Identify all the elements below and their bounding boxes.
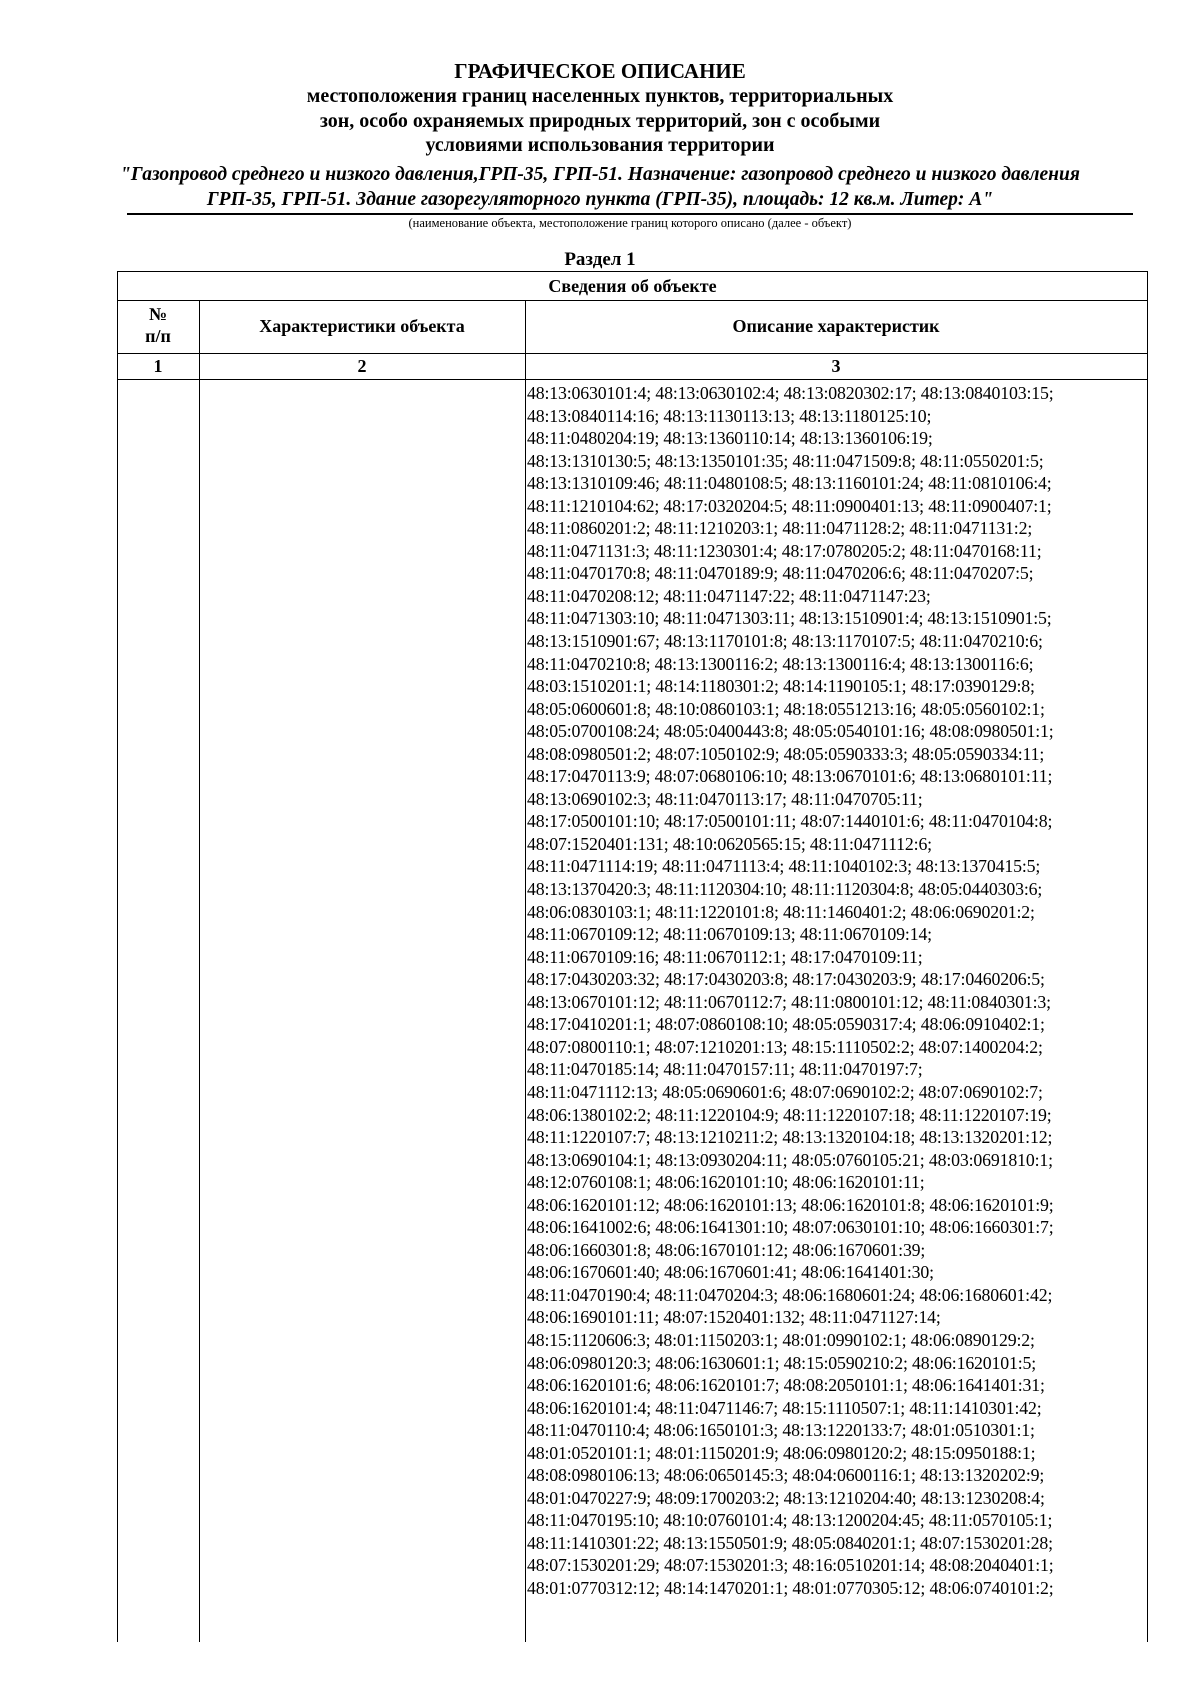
description-line: 48:01:0770312:12; 48:14:1470201:1; 48:01:0770305:12; 48:06:0740101:2; bbox=[527, 1577, 1054, 1598]
description-line: 48:12:0760108:1; 48:06:1620101:10; 48:06:1620101:11; bbox=[527, 1172, 925, 1193]
characteristics-description-cell bbox=[527, 382, 1147, 1600]
column-divider-1 bbox=[199, 300, 200, 1642]
description-line: 48:11:0470185:14; 48:11:0470157:11; 48:11:0470197:7; bbox=[527, 1059, 923, 1080]
document-title: ГРАФИЧЕСКОЕ ОПИСАНИЕ bbox=[454, 59, 746, 83]
description-line: 48:15:1120606:3; 48:01:1150203:1; 48:01:0990102:1; 48:06:0890129:2; bbox=[527, 1329, 1035, 1350]
description-line: 48:11:1220107:7; 48:13:1210211:2; 48:13:1320104:18; 48:13:1320201:12; bbox=[527, 1127, 1053, 1148]
description-line: 48:11:0470110:4; 48:06:1650101:3; 48:13:1220133:7; 48:01:0510301:1; bbox=[527, 1420, 1035, 1441]
column-number-3: 3 bbox=[831, 356, 841, 376]
description-line: 48:11:0470195:10; 48:10:0760101:4; 48:13:1200204:45; 48:11:0570105:1; bbox=[527, 1510, 1053, 1531]
description-line: 48:08:0980106:13; 48:06:0650145:3; 48:04:0600116:1; 48:13:1320202:9; bbox=[527, 1465, 1045, 1486]
subtitle-line: зон, особо охраняемых природных территорий, зон с особыми bbox=[319, 109, 881, 132]
subtitle-line: условиями использования территории bbox=[425, 134, 775, 156]
description-line: 48:11:0471112:13; 48:05:0690601:6; 48:07:0690102:2; 48:07:0690102:7; bbox=[527, 1081, 1043, 1102]
description-line: 48:11:0471114:19; 48:11:0471113:4; 48:11:1040102:3; 48:13:1370415:5; bbox=[527, 856, 1041, 877]
description-line: 48:06:0830103:1; 48:11:1220101:8; 48:11:1460401:2; 48:06:0690201:2; bbox=[527, 901, 1035, 922]
table-border-right bbox=[1147, 271, 1148, 1642]
description-line: 48:06:1670601:40; 48:06:1670601:41; 48:06:1641401:30; bbox=[527, 1262, 934, 1283]
description-line: 48:17:0410201:1; 48:07:0860108:10; 48:05:0590317:4; 48:06:0910402:1; bbox=[527, 1014, 1045, 1035]
table-title-divider bbox=[117, 300, 1148, 301]
description-line: 48:08:0980501:2; 48:07:1050102:9; 48:05:0590333:3; 48:05:0590334:11; bbox=[527, 743, 1045, 764]
description-line: 48:11:1210104:62; 48:17:0320204:5; 48:11:0900401:13; 48:11:0900407:1; bbox=[527, 495, 1052, 516]
table-border-top bbox=[117, 271, 1148, 272]
column-header-characteristics: Характеристики объекта bbox=[259, 316, 465, 336]
description-line: 48:01:0520101:1; 48:01:1150201:9; 48:06:0980120:2; 48:15:0950188:1; bbox=[527, 1442, 1036, 1463]
description-line: 48:13:1310109:46; 48:11:0480108:5; 48:13:1160101:24; 48:11:0810106:4; bbox=[527, 473, 1052, 494]
description-line: 48:11:0670109:16; 48:11:0670112:1; 48:17:0470109:11; bbox=[527, 946, 923, 967]
description-line: 48:07:1530201:29; 48:07:1530201:3; 48:16:0510201:14; 48:08:2040401:1; bbox=[527, 1555, 1054, 1576]
column-header-number-line: № bbox=[148, 304, 168, 324]
description-line: 48:13:0670101:12; 48:11:0670112:7; 48:11:0800101:12; 48:11:0840301:3; bbox=[527, 991, 1051, 1012]
table-numbers-divider bbox=[117, 379, 1148, 380]
description-line: 48:11:0471303:10; 48:11:0471303:11; 48:13:1510901:4; 48:13:1510901:5; bbox=[527, 608, 1052, 629]
description-line: 48:11:0670109:12; 48:11:0670109:13; 48:11:0670109:14; bbox=[527, 924, 932, 945]
description-line: 48:11:0470210:8; 48:13:1300116:2; 48:13:1300116:4; 48:13:1300116:6; bbox=[527, 653, 1034, 674]
description-line: 48:13:0690102:3; 48:11:0470113:17; 48:11:0470705:11; bbox=[527, 788, 923, 809]
description-line: 48:06:1641002:6; 48:06:1641301:10; 48:07:0630101:10; 48:06:1660301:7; bbox=[527, 1217, 1054, 1238]
description-line: 48:01:0470227:9; 48:09:1700203:2; 48:13:1210204:40; 48:13:1230208:4; bbox=[527, 1487, 1045, 1508]
description-line: 48:11:0470208:12; 48:11:0471147:22; 48:11:0471147:23; bbox=[527, 585, 931, 606]
description-line: 48:05:0600601:8; 48:10:0860103:1; 48:18:0551213:16; 48:05:0560102:1; bbox=[527, 698, 1045, 719]
table-header-divider bbox=[117, 353, 1148, 354]
object-name-line: "Газопровод среднего и низкого давления,ГРП-35, ГРП-51. Назначение: газопровод среднего и низкого давления bbox=[120, 164, 1080, 185]
description-line: 48:06:1380102:2; 48:11:1220104:9; 48:11:1220107:18; 48:11:1220107:19; bbox=[527, 1104, 1052, 1125]
description-line: 48:06:1620101:4; 48:11:0471146:7; 48:15:1110507:1; 48:11:1410301:42; bbox=[527, 1397, 1042, 1418]
description-line: 48:11:0470190:4; 48:11:0470204:3; 48:06:1680601:24; 48:06:1680601:42; bbox=[527, 1284, 1053, 1305]
description-line: 48:03:1510201:1; 48:14:1180301:2; 48:14:1190105:1; 48:17:0390129:8; bbox=[527, 676, 1035, 697]
description-line: 48:13:0690104:1; 48:13:0930204:11; 48:05:0760105:21; 48:03:0691810:1; bbox=[527, 1149, 1053, 1170]
description-line: 48:05:0700108:24; 48:05:0400443:8; 48:05:0540101:16; 48:08:0980501:1; bbox=[527, 721, 1054, 742]
description-line: 48:11:0470170:8; 48:11:0470189:9; 48:11:0470206:6; 48:11:0470207:5; bbox=[527, 563, 1034, 584]
description-line: 48:06:1660301:8; 48:06:1670101:12; 48:06:1670601:39; bbox=[527, 1239, 926, 1260]
column-header-description: Описание характеристик bbox=[732, 316, 940, 336]
column-header-number-line: п/п bbox=[145, 326, 171, 346]
object-name-line: ГРП-35, ГРП-51. Здание газорегуляторного пункта (ГРП-35), площадь: 12 кв.м. Литер: А" bbox=[206, 189, 994, 210]
column-divider-2 bbox=[525, 300, 526, 1642]
description-line: 48:11:0471131:3; 48:11:1230301:4; 48:17:0780205:2; 48:11:0470168:11; bbox=[527, 540, 1042, 561]
section-title: Раздел 1 bbox=[564, 249, 636, 270]
description-line: 48:06:1690101:11; 48:07:1520401:132; 48:11:0471127:14; bbox=[527, 1307, 941, 1328]
description-line: 48:06:1620101:12; 48:06:1620101:13; 48:06:1620101:8; 48:06:1620101:9; bbox=[527, 1194, 1054, 1215]
description-line: 48:17:0500101:10; 48:17:0500101:11; 48:07:1440101:6; 48:11:0470104:8; bbox=[527, 811, 1053, 832]
description-line: 48:13:1510901:67; 48:13:1170101:8; 48:13:1170107:5; 48:11:0470210:6; bbox=[527, 631, 1043, 652]
description-line: 48:06:1620101:6; 48:06:1620101:7; 48:08:2050101:1; 48:06:1641401:31; bbox=[527, 1375, 1045, 1396]
description-line: 48:17:0430203:32; 48:17:0430203:8; 48:17:0430203:9; 48:17:0460206:5; bbox=[527, 969, 1045, 990]
description-line: 48:11:1410301:22; 48:13:1550501:9; 48:05:0840201:1; 48:07:1530201:28; bbox=[527, 1532, 1053, 1553]
description-line: 48:13:0840114:16; 48:13:1130113:13; 48:13:1180125:10; bbox=[527, 405, 932, 426]
description-line: 48:07:1520401:131; 48:10:0620565:15; 48:11:0471112:6; bbox=[527, 833, 932, 854]
description-line: 48:13:1310130:5; 48:13:1350101:35; 48:11:0471509:8; 48:11:0550201:5; bbox=[527, 450, 1044, 471]
description-line: 48:11:0860201:2; 48:11:1210203:1; 48:11:0471128:2; 48:11:0471131:2; bbox=[527, 518, 1033, 539]
description-line: 48:17:0470113:9; 48:07:0680106:10; 48:13:0670101:6; 48:13:0680101:11; bbox=[527, 766, 1053, 787]
table-title: Сведения об объекте bbox=[548, 276, 717, 296]
description-line: 48:13:1370420:3; 48:11:1120304:10; 48:11:1120304:8; 48:05:0440303:6; bbox=[527, 879, 1043, 900]
object-caption: (наименование объекта, местоположение границ которого описано (далее - объект) bbox=[408, 216, 852, 230]
column-number-1: 1 bbox=[153, 356, 163, 376]
description-line: 48:06:0980120:3; 48:06:1630601:1; 48:15:0590210:2; 48:06:1620101:5; bbox=[527, 1352, 1037, 1373]
column-header-number bbox=[117, 303, 199, 347]
description-line: 48:13:0630101:4; 48:13:0630102:4; 48:13:0820302:17; 48:13:0840103:15; bbox=[527, 383, 1054, 403]
column-number-2: 2 bbox=[357, 356, 367, 376]
description-line: 48:11:0480204:19; 48:13:1360110:14; 48:13:1360106:19; bbox=[527, 428, 933, 449]
table-border-left bbox=[117, 271, 118, 1642]
description-line: 48:07:0800110:1; 48:07:1210201:13; 48:15:1110502:2; 48:07:1400204:2; bbox=[527, 1036, 1043, 1057]
subtitle-line: местоположения границ населенных пунктов, территориальных bbox=[306, 85, 894, 107]
